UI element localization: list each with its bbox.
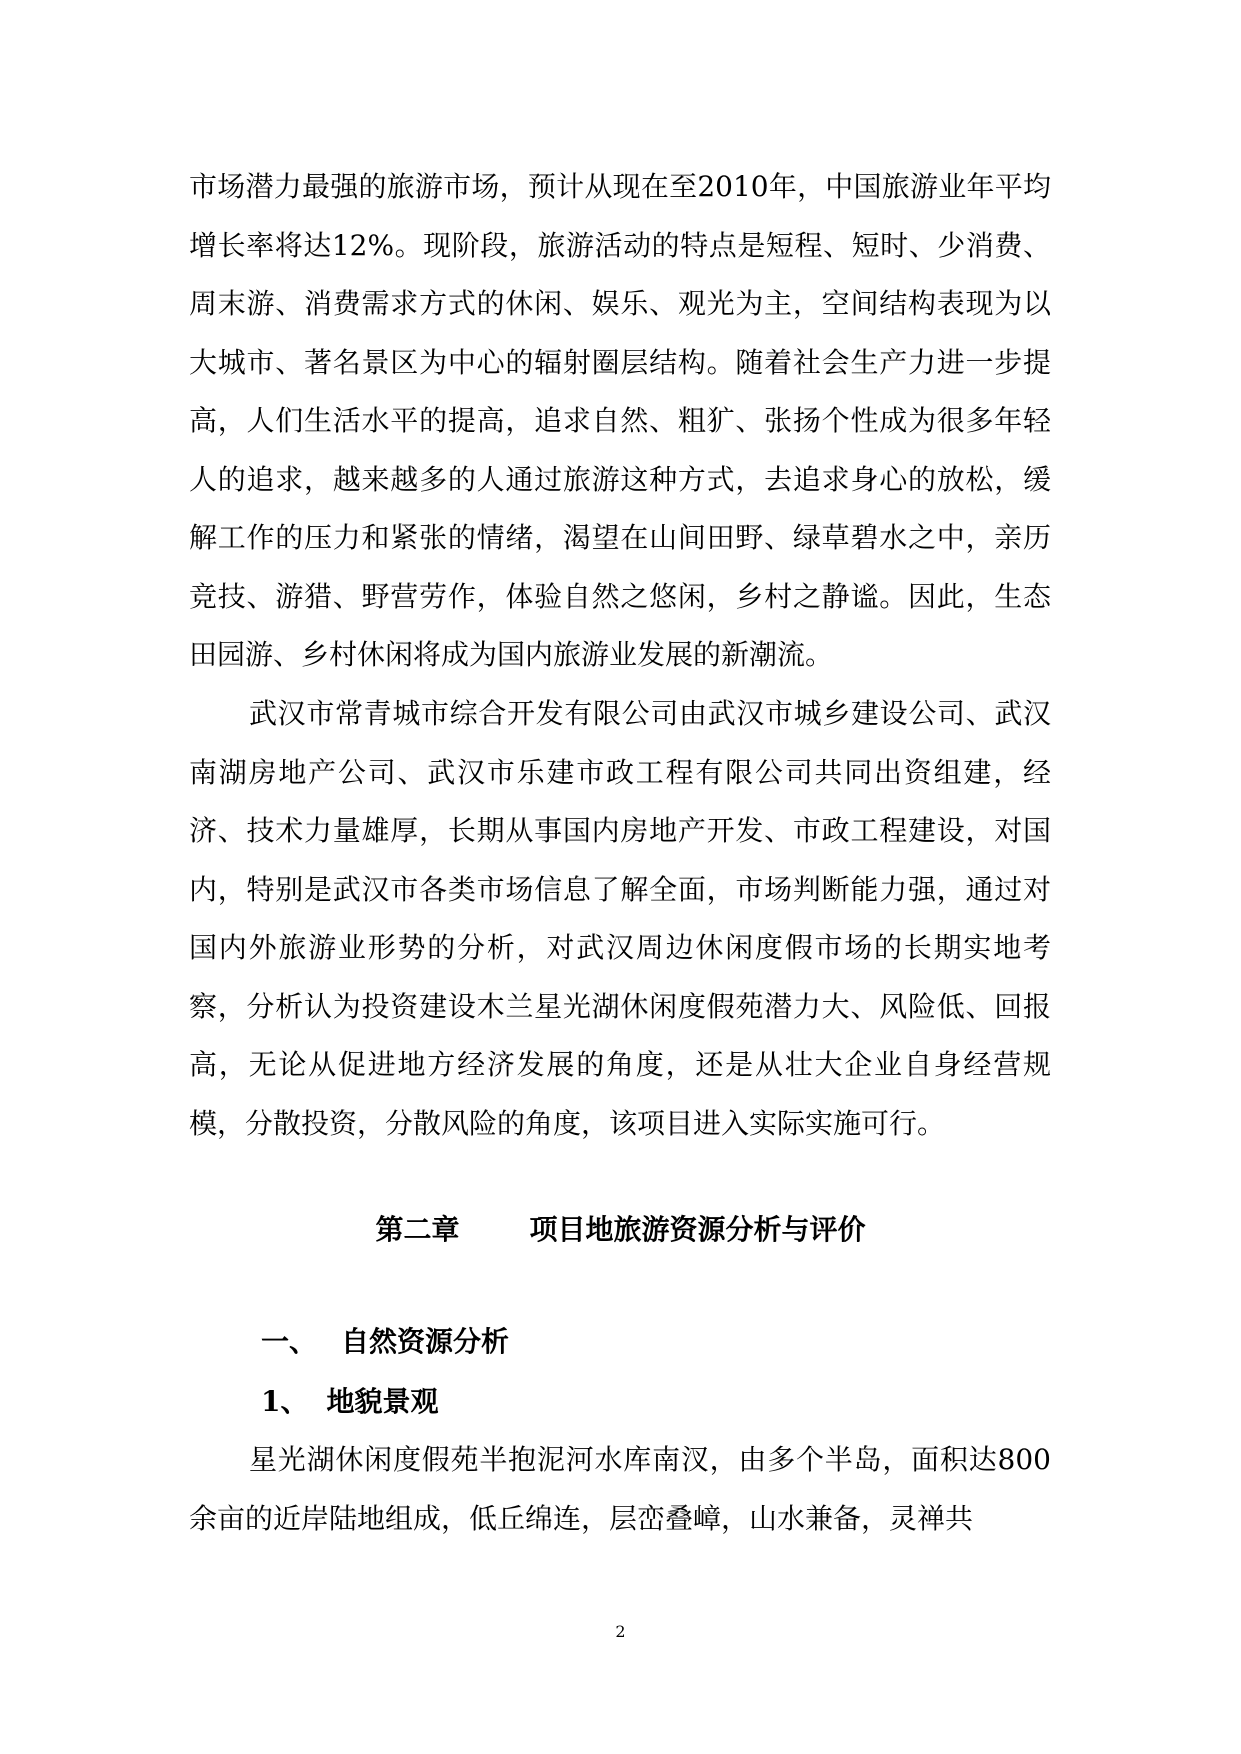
- body-paragraph-1: 市场潜力最强的旅游市场，预计从现在至2010年，中国旅游业年平均增长率将达12%。现阶段，旅游活动的特点是短程、短时、少消费、周末游、消费需求方式的休闲、娱乐、观光为主，空间结构表现为以大城市、著名景区为中心的辐射圈层结构。随着社会生产力进一步提高，人们生活水平的提高，追求自然、粗犷、张扬个性成为很多年轻人的追求，越来越多的人通过旅游这种方式，去追求身心的放松，缓解工作的压力和紧张的情绪，渴望在山间田野、绿草碧水之中，亲历竞技、游猎、野营劳作，体验自然之悠闲，乡村之静谧。因此，生态田园游、乡村休闲将成为国内旅游业发展的新潮流。: [189, 170, 1051, 671]
- subsection-number: 1、: [261, 1385, 309, 1418]
- page-number: 2: [615, 1622, 626, 1641]
- chapter-title: 项目地旅游资源分析与评价: [529, 1213, 866, 1246]
- section-heading: [261, 1322, 509, 1362]
- section-title: 自然资源分析: [341, 1325, 510, 1358]
- section-number: 一、: [261, 1325, 318, 1358]
- subsection-title: 地貌景观: [326, 1385, 439, 1418]
- body-paragraph-3: 星光湖休闲度假苑半抱泥河水库南汊，由多个半岛，面积达800余亩的近岸陆地组成，低丘绵连，层峦叠嶂，山水兼备，灵禅共: [189, 1443, 1051, 1535]
- subsection-heading: [261, 1382, 439, 1422]
- chapter-heading: [0, 1210, 1241, 1250]
- body-paragraph-2: 武汉市常青城市综合开发有限公司由武汉市城乡建设公司、武汉南湖房地产公司、武汉市乐建市政工程有限公司共同出资组建，经济、技术力量雄厚，长期从事国内房地产开发、市政工程建设，对国内，特别是武汉市各类市场信息了解全面，市场判断能力强，通过对国内外旅游业形势的分析，对武汉周边休闲度假市场的长期实地考察，分析认为投资建设木兰星光湖休闲度假苑潜力大、风险低、回报高，无论从促进地方经济发展的角度，还是从壮大企业自身经营规模，分散投资，分散风险的角度，该项目进入实际实施可行。: [189, 697, 1051, 1140]
- chapter-number: 第二章: [375, 1213, 460, 1246]
